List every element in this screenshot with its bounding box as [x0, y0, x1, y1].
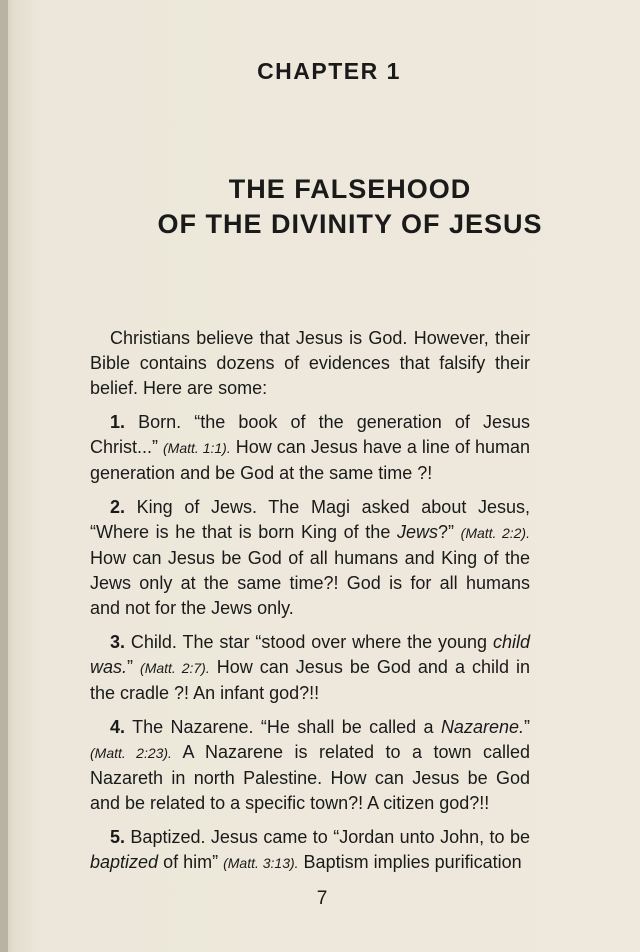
emphasis-text: child was.: [90, 632, 530, 677]
intro-paragraph: Christians believe that Jesus is God. However, their Bible contains dozens of evidences that falsify their belief. Here are some:: [90, 328, 530, 398]
item-text: ”: [127, 657, 141, 677]
emphasis-text: Nazarene.: [440, 717, 524, 737]
emphasis-text: Jews: [396, 522, 438, 542]
item-text: How can Jesus have a line of human generation and be God at the same time ?!: [90, 437, 530, 483]
emphasis-text: baptized: [90, 852, 159, 872]
item-text: ?”: [438, 522, 461, 542]
list-item: [90, 630, 530, 706]
chapter-title-line-2: OF THE DIVINITY OF JESUS: [157, 209, 543, 239]
item-text: Baptism implies purification: [298, 852, 522, 872]
list-item: [90, 410, 530, 486]
chapter-title-line-1: THE FALSEHOOD: [228, 174, 472, 204]
page-gutter-shadow: [0, 0, 8, 952]
item-text: A Nazarene is related to a town called Nazareth in north Palestine. How can Jesus be God and be related to a specific town?! A citizen god?!!: [90, 742, 530, 813]
bible-reference: (Matt. 3:13).: [223, 855, 299, 871]
item-number: 2.: [110, 497, 126, 517]
chapter-heading: CHAPTER 1: [257, 58, 401, 84]
bible-reference: (Matt. 2:23).: [90, 745, 172, 761]
page-number: 7: [316, 888, 328, 909]
item-number: 3.: [110, 632, 126, 652]
item-text: of him”: [158, 852, 224, 872]
item-number: 4.: [110, 717, 126, 737]
list-item: [90, 825, 530, 876]
list-item: [90, 715, 530, 816]
item-text: ”: [524, 717, 530, 737]
item-text: Baptized. Jesus came to “Jordan unto John, to be: [125, 827, 530, 847]
chapter-title: [90, 172, 610, 242]
bible-reference: (Matt. 2:7).: [140, 660, 210, 676]
item-text: How can Jesus be God of all humans and King of the Jews only at the same time?! God is for all humans and not for the Jews only.: [90, 548, 530, 618]
item-text: Child. The star “stood over where the young: [125, 632, 493, 652]
bible-reference: (Matt. 1:1).: [163, 440, 231, 456]
item-text: King of Jews. The Magi asked about Jesus, “Where is he that is born King of the: [90, 497, 530, 542]
item-number: 1.: [110, 412, 126, 432]
body-text: [90, 326, 530, 885]
item-text: Born. “the book of the generation of Jesus Christ...”: [90, 412, 530, 457]
item-number: 5.: [110, 827, 126, 847]
list-item: [90, 495, 530, 621]
bible-reference: (Matt. 2:2).: [460, 525, 530, 541]
item-text: How can Jesus be God and a child in the cradle ?! An infant god?!!: [90, 657, 531, 703]
item-text: The Nazarene. “He shall be called a: [125, 717, 441, 737]
